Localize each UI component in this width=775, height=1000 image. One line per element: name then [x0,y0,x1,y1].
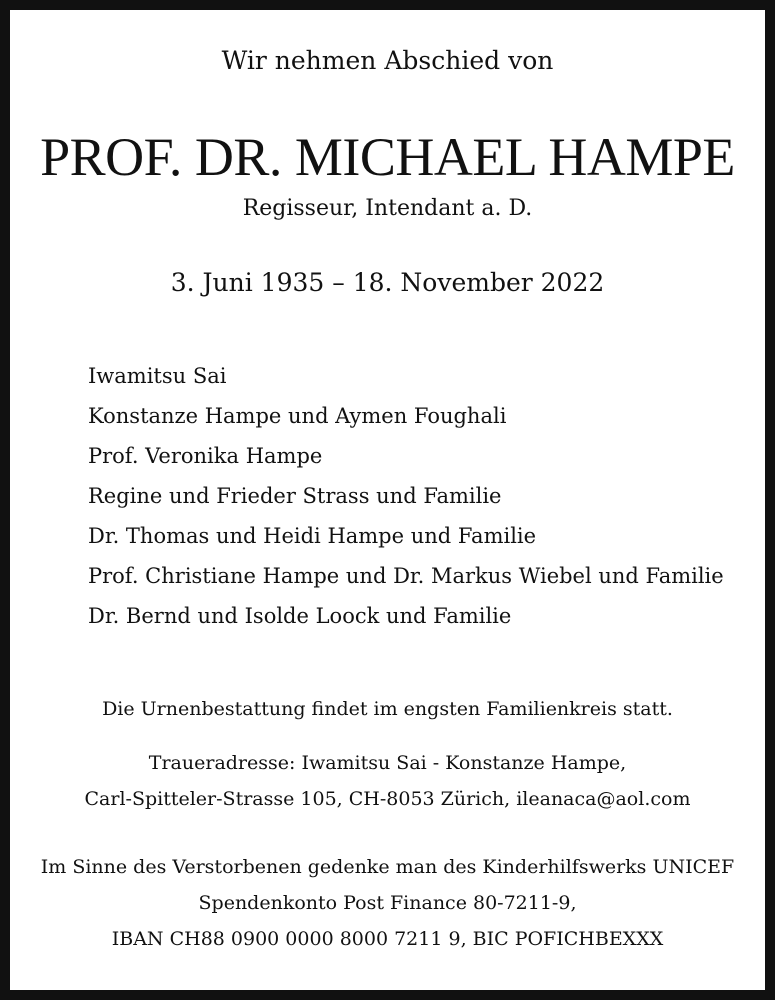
life-dates: 3. Juni 1935 – 18. November 2022 [170,268,605,297]
donation-line-3: IBAN CH88 0900 0000 8000 7211 9, BIC POFICHBEXXX [111,928,664,950]
mourner-item: Iwamitsu Sai [88,364,227,388]
donation-line-1: Im Sinne des Verstorbenen gedenke man des Kinderhilfswerks UNICEF [40,856,735,878]
mourner-item: Konstanze Hampe und Aymen Foughali [88,404,507,428]
mourning-address-line-1: Traueradresse: Iwamitsu Sai - Konstanze Hampe, [148,752,627,774]
mourner-item: Dr. Bernd und Isolde Loock und Familie [88,604,512,628]
mourner-item: Dr. Thomas und Heidi Hampe und Familie [88,524,537,548]
burial-note: Die Urnenbestattung findet im engsten Familienkreis statt. [102,698,673,720]
mourners-list [88,356,724,636]
deceased-role: Regisseur, Intendant a. D. [242,196,533,221]
donation-line-2: Spendenkonto Post Finance 80-7211-9, [198,892,577,914]
mourning-address-line-2: Carl-Spitteler-Strasse 105, CH-8053 Zürich, ileanaca@aol.com [84,788,691,810]
deceased-name: PROF. DR. MICHAEL HAMPE [40,127,735,187]
mourner-item: Regine und Frieder Strass und Familie [88,484,502,508]
intro-text: Wir nehmen Abschied von [221,46,554,75]
mourner-item: Prof. Christiane Hampe und Dr. Markus Wiebel und Familie [88,564,724,588]
mourner-item: Prof. Veronika Hampe [88,444,323,468]
